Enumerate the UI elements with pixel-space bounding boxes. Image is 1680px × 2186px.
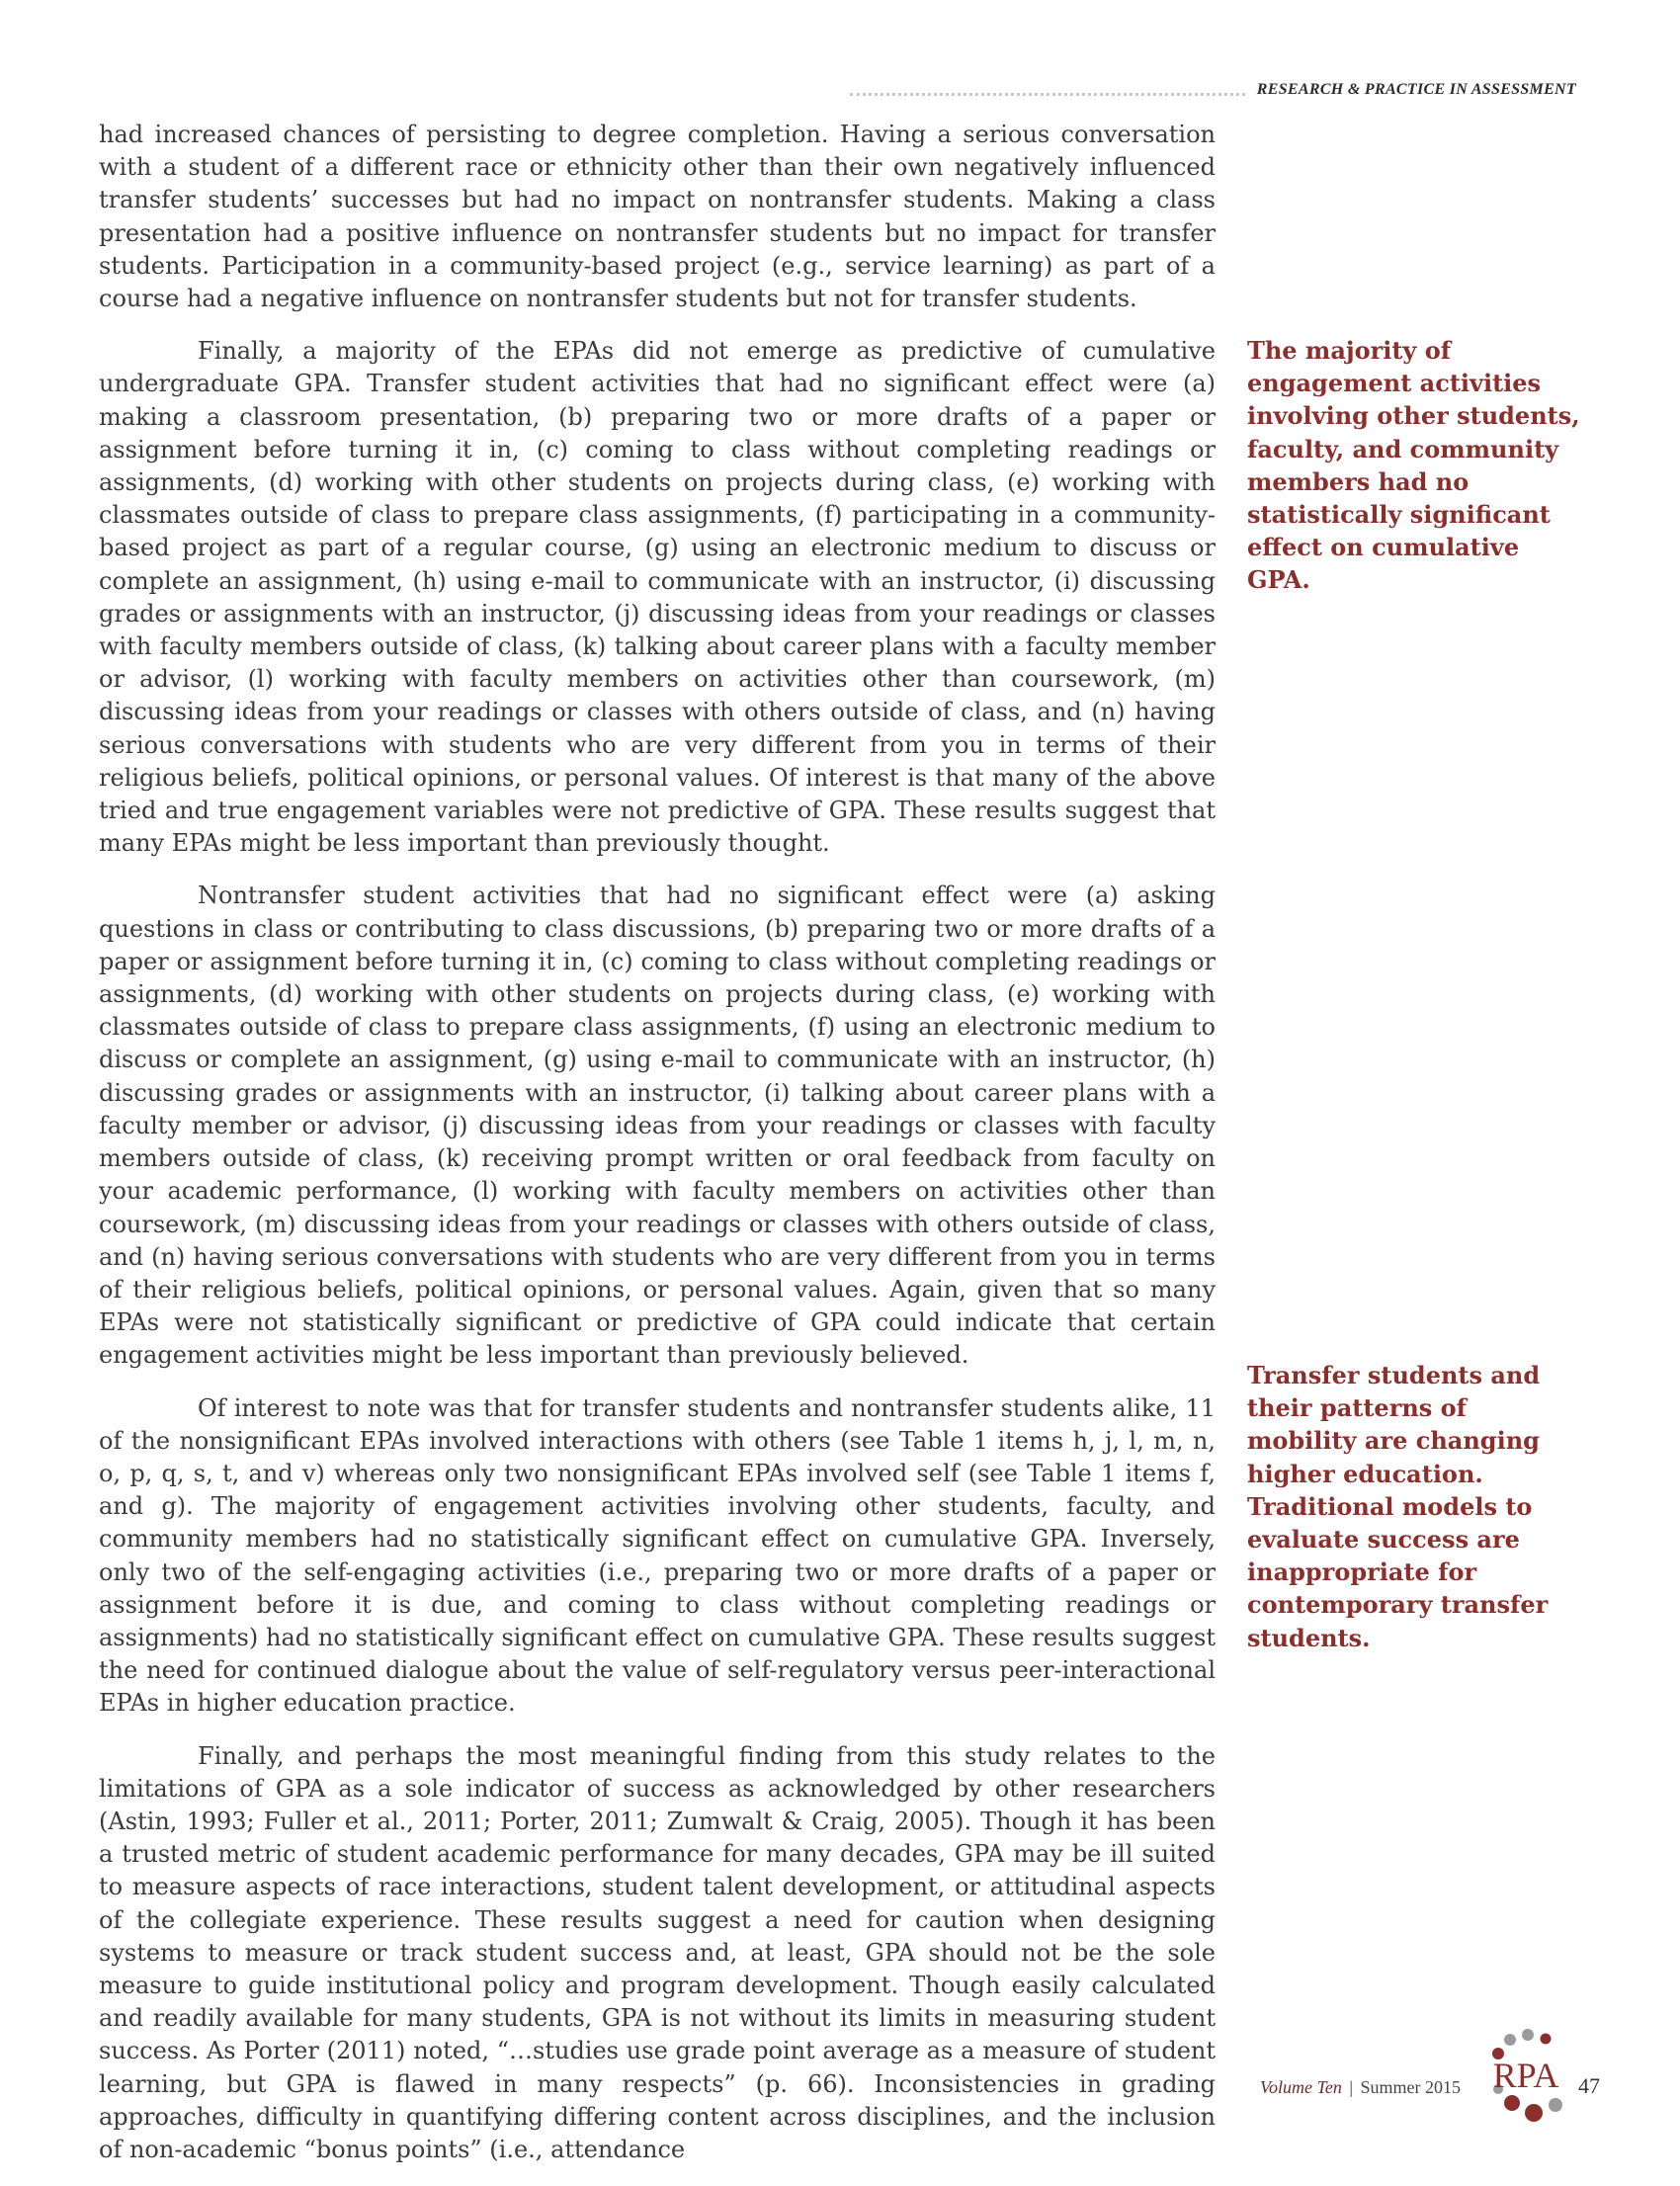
running-head: [850, 81, 1576, 105]
issue-info: [1260, 2077, 1461, 2098]
paragraph: Nontransfer student activities that had no significant effect were (a) asking questions in class or contributing to class discussions, (b) preparing two or more drafts of a paper or assignment before turning it in, (c) coming to class without completing readings or assignments, (d) working with other students on projects during class, (e) working with classmates outside of class to prepare class assignments, (f) using an electronic medium to discuss or complete an assignment, (g) using e-mail to communicate with an instructor, (h) discussing grades or assignments with an instructor, (i) talking about career plans with a faculty member or advisor, (j) discussing ideas from your readings or classes with faculty members outside of class, (k) receiving prompt written or oral feedback from faculty on your academic performance, (l) working with faculty members on activities other than coursework, (m) discussing ideas from your readings or classes with others outside of class, and (n) having serious conversations with students who are very different from you in terms of their religious beliefs, political opinions, or personal values. Again, given that so many EPAs were not statistically significant or predictive of GPA could indicate that certain engagement activities might be less important than previously believed.: [99, 882, 1216, 1370]
journal-title: RESEARCH & PRACTICE IN ASSESSMENT: [1256, 81, 1576, 98]
paragraph: Of interest to note was that for transfer students and nontransfer students alike, 11 of the nonsignificant EPAs involved interactions with others (see Table 1 items h, j, l, m, n, o, p, q, s, t, and v) whereas only two nonsignificant EPAs involved self (see Table 1 items f, and g). The majority of engagement activities involving other students, faculty, and community members had no statistically significant effect on cumulative GPA. Inversely, only two of the self-engaging activities (i.e., preparing two or more drafts of a paper or assignment before it is due, and coming to class without completing readings or assignments) had no statistically significant effect on cumulative GPA. These results suggest the need for continued dialogue about the value of self-regulatory versus peer-interactional EPAs in higher education practice.: [99, 1393, 1216, 1718]
issue-season: Summer 2015: [1360, 2077, 1461, 2097]
paragraph: had increased chances of persisting to degree completion. Having a serious conversation with a student of a different race or ethnicity other than their own negatively influenced transfer students’ successes but had no impact on nontransfer students. Making a class presentation had a positive influence on nontransfer students but no impact for transfer students. Participation in a community-based project (e.g., service learning) as part of a course had a negative influence on nontransfer students but not for transfer students.: [99, 121, 1216, 313]
separator: |: [1349, 2077, 1353, 2097]
body-text: [99, 119, 1216, 2186]
leader-dots: [850, 93, 1245, 96]
paragraph: Finally, a majority of the EPAs did not emerge as predictive of cumulative undergraduate GPA. Transfer student activities that had no significant effect were (a) making a classroom presentation, (b) preparing two or more drafts of a paper or assignment before turning it in, (c) coming to class without completing readings or assignments, (d) working with other students on projects during class, (e) working with classmates outside of class to prepare class assignments, (f) participating in a community-based project as part of a regular course, (g) using an electronic medium to discuss or complete an assignment, (h) using e-mail to communicate with an instructor, (i) discussing grades or assignments with an instructor, (j) discussing ideas from your readings or classes with faculty members outside of class, (k) talking about career plans with a faculty member or advisor, (l) working with faculty members on activities other than coursework, (m) discussing ideas from your readings or classes with others outside of class, and (n) having serious conversations with students who are very different from you in terms of their religious beliefs, political opinions, or personal values. Of interest is that many of the above tried and true engagement variables were not predictive of GPA. These results suggest that many EPAs might be less important than previously thought.: [99, 337, 1216, 858]
logo-text: RPA: [1492, 2056, 1559, 2095]
pull-quote: Transfer students and their patterns of mobility are changing higher education. Traditional models to evaluate success are inappropriate for contemporary transfer students.: [1247, 1361, 1549, 1652]
page-footer: [1260, 2026, 1636, 2135]
volume-label: Volume Ten: [1260, 2077, 1342, 2097]
rpa-logo: [1482, 2026, 1591, 2135]
pull-quote: The majority of engagement activities involving other students, faculty, and community members had no statistically significant effect on cumulative GPA.: [1247, 336, 1580, 595]
page-number: 47: [1578, 2073, 1600, 2098]
paragraph: Finally, and perhaps the most meaningful finding from this study relates to the limitations of GPA as a sole indicator of success as acknowledged by other researchers (Astin, 1993; Fuller et al., 2011; Porter, 2011; Zumwalt & Craig, 2005). Though it has been a trusted metric of student academic performance for many decades, GPA may be ill suited to measure aspects of race interactions, student talent development, or attitudinal aspects of the collegiate experience. These results suggest a need for caution when designing systems to measure or track student success and, at least, GPA should not be the sole measure to guide institutional policy and program development. Though easily calculated and readily available for many students, GPA is not without its limits in measuring student success. As Porter (2011) noted, “…studies use grade point average as a measure of student learning, but GPA is flawed in many respects” (p. 66). Inconsistencies in grading approaches, difficulty in quantifying differing content across disciplines, and the inclusion of non-academic “bonus points” (i.e., attendance: [99, 1741, 1216, 2163]
